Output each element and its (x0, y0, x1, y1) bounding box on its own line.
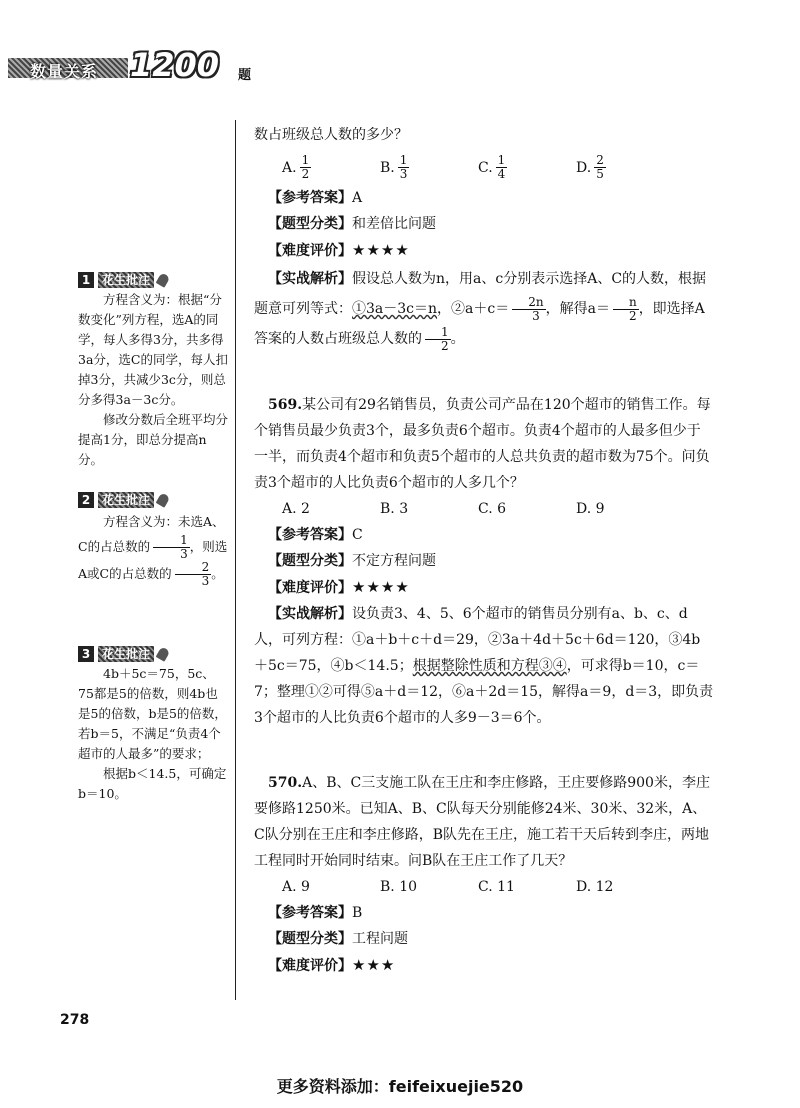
side-note-title: 花生批注 (98, 272, 154, 288)
side-note-title: 花生批注 (98, 646, 154, 662)
category-line: 【题型分类】不定方程问题 (268, 553, 436, 569)
option-c: C. $\frac{1}{4}$ (478, 153, 506, 181)
difficulty-line: 【难度评价】★★★ (268, 956, 396, 974)
option-c: C. 6 (478, 501, 507, 517)
option-d: D. $\frac{2}{5}$ (576, 153, 604, 181)
question-number: 570. (268, 775, 303, 791)
pen-icon (156, 272, 171, 287)
side-note-number: 1 (78, 272, 94, 288)
side-note-number: 3 (78, 646, 94, 662)
side-note-1 (78, 272, 228, 470)
answer-line: 【参考答案】B (268, 905, 363, 921)
difficulty-line: 【难度评价】★★★★ (268, 578, 410, 596)
option-a: A. $\frac{1}{2}$ (282, 153, 310, 181)
option-a: A. 2 (282, 501, 310, 517)
option-d: D. 9 (576, 501, 605, 517)
option-b: B. $\frac{1}{3}$ (380, 153, 408, 181)
difficulty-stars: ★★★★ (352, 241, 410, 259)
option-a: A. 9 (282, 879, 310, 895)
pen-icon (156, 646, 171, 661)
header-series: 数量关系 (30, 62, 99, 81)
option-c: C. 11 (478, 879, 515, 895)
analysis-paragraph: 【实战解析】设负责3、4、5、6个超市的销售员分别有a、b、c、d人，可列方程：①a＋b＋c＋d＝29，②3a＋4d＋5c＋6d＝120，③4b＋5c＝75，④b＜14.5；根据整除性质和方程③④，可求得b＝10，c＝7；整理①②可得⑤a＋d＝12，⑥a＋2d＝15，解得a＝9，d＝3，即负责3个超市的人比负责6个超市的人多9－3＝6个。 (254, 606, 714, 726)
difficulty-line: 【难度评价】★★★★ (268, 241, 410, 259)
difficulty-stars: ★★★ (352, 956, 396, 974)
options-row (282, 874, 714, 900)
question-stem: 数占班级总人数的多少？ (254, 127, 408, 143)
side-note-title: 花生批注 (98, 492, 154, 508)
question-570 (254, 770, 714, 979)
options-row (282, 154, 714, 181)
analysis-paragraph: 【实战解析】假设总人数为n，用a、c分别表示选择A、C的人数，根据题意可列等式：①3a－3c＝n，②a＋c＝ $\frac{2n}{3}$ ，解得a＝ $\frac{n}{2}$ ，即选择A答案的人数占班级总人数的 $\frac{1}{2}$ 。 (254, 271, 707, 353)
book-header (8, 46, 258, 84)
header-number: 1200 (130, 46, 220, 84)
question-stem: 569.某公司有29名销售员，负责公司产品在120个超市的销售工作。每个销售员最少负责3个，最多负责6个超市。负责4个超市的人最多但少于一半，而负责4个超市和负责5个超市的人总共负责的超市数为75个。问负责3个超市的人比负责6个超市的人多几个？ (254, 397, 711, 491)
category-line: 【题型分类】和差倍比问题 (268, 216, 436, 232)
side-note-number: 2 (78, 492, 94, 508)
question-stem: 570.A、B、C三支施工队在王庄和李庄修路，王庄要修路900米，李庄要修路1250米。已知A、B、C队每天分别能修24米、30米、32米，A、C队分别在王庄和李庄修路，B队先在王庄，施工若干天后转到李庄，两地工程同时开始同时结束。问B队在王庄工作了几天？ (254, 775, 710, 869)
side-note-3 (78, 646, 228, 804)
question-569 (254, 392, 714, 731)
category-line: 【题型分类】工程问题 (268, 931, 408, 947)
option-b: B. 3 (380, 501, 409, 517)
column-divider (235, 120, 236, 1000)
page-number: 278 (60, 1012, 90, 1028)
answer-line: 【参考答案】A (268, 190, 363, 206)
side-note-text: 方程含义为：根据“分数变化”列方程，选A的同学，每人多得3分，共多得3a分，选C的同学，每人扣掉3分，共减少3c分，则总分多得3a－3c分。 (78, 292, 228, 407)
side-note-text: 4b＋5c＝75，5c、75都是5的倍数，则4b也是5的倍数，b是5的倍数，若b＝5，不满足“负责4个超市的人最多”的要求； (78, 666, 227, 761)
option-b: B. 10 (380, 879, 418, 895)
question-568 (254, 122, 714, 354)
difficulty-stars: ★★★★ (352, 578, 410, 596)
header-suffix: 题 (238, 68, 252, 83)
pen-icon (156, 492, 171, 507)
side-note-text: 修改分数后全班平均分提高1分，即总分提高n分。 (78, 412, 229, 467)
side-note-2 (78, 492, 228, 588)
option-d: D. 12 (576, 879, 614, 895)
options-row (282, 496, 714, 522)
answer-line: 【参考答案】C (268, 527, 363, 543)
side-note-text: 方程含义为：未选A、C的占总数的 $\frac{1}{3}$ ，则选A或C的占总数的 $\frac{2}{3}$ 。 (78, 514, 228, 588)
question-number: 569. (268, 397, 303, 413)
footer-contact: 更多资料添加：feifeixuejie520 (276, 1077, 524, 1096)
side-note-text: 根据b＜14.5，可确定b＝10。 (78, 766, 227, 801)
